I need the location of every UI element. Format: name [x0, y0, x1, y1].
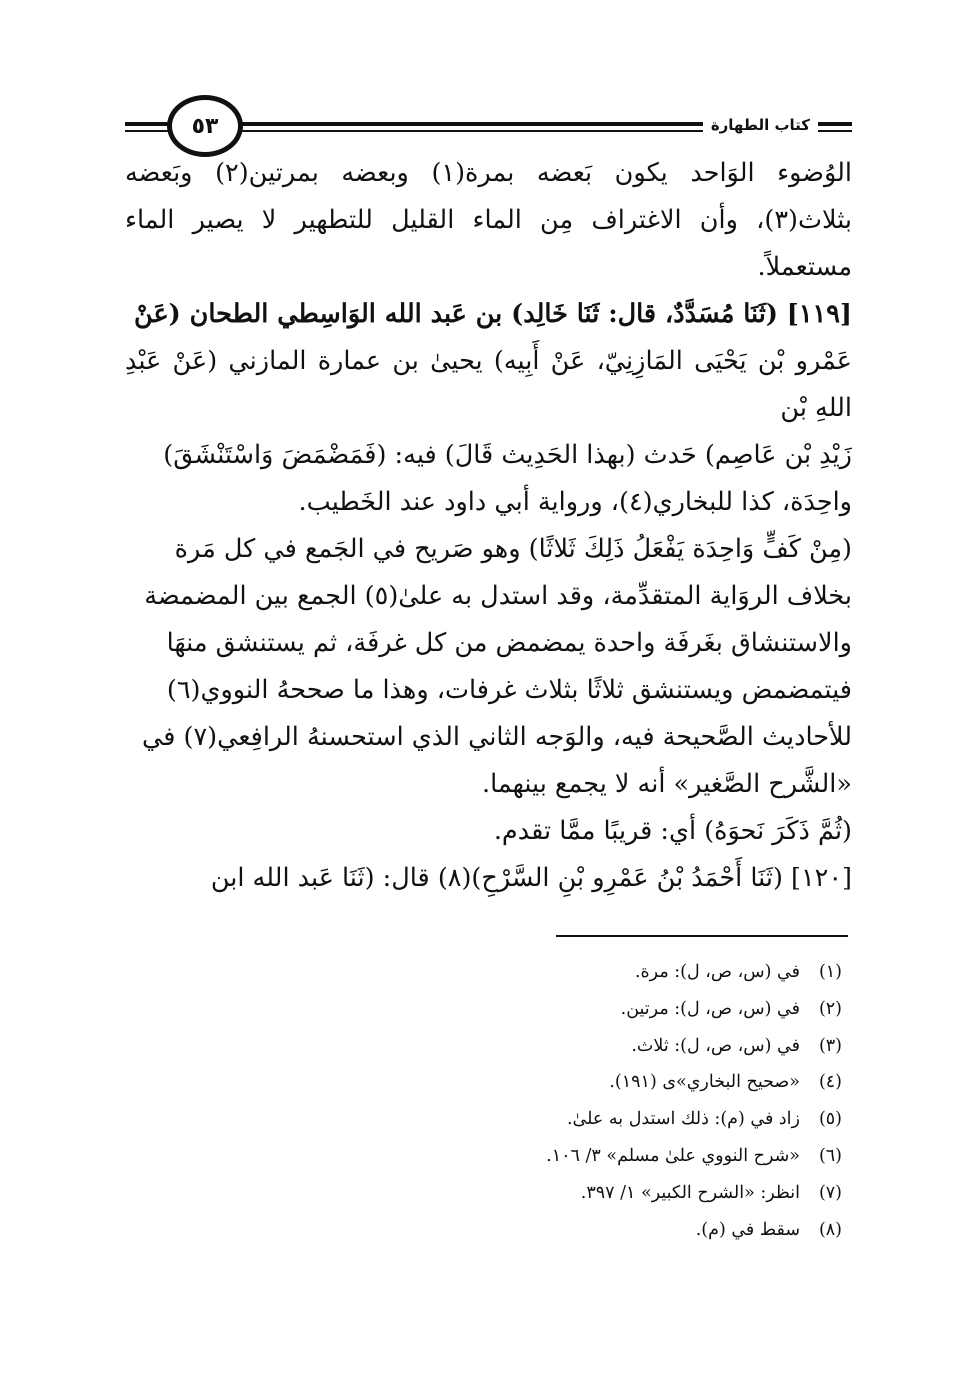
hadith-120-line: [١٢٠] (ثَنَا أَحْمَدُ بْنُ عَمْرِو بْنِ السَّرْحِ)(٨) قال: (ثَنَا عَبد الله ابن: [210, 863, 852, 893]
commentary-line: فيتمضمض ويستنشق ثلاثًا بثلاث غرفات، وهذا ما صححهُ النووي(٦): [166, 675, 852, 705]
footnote: [242, 1175, 842, 1212]
footnote: [242, 1101, 842, 1138]
footnote-number: (٧): [818, 1182, 842, 1203]
footnote-number: (٣): [818, 1035, 842, 1056]
footnotes: [242, 954, 842, 1248]
footnote-text: انظر: «الشرح الكبير» ١/ ٣٩٧.: [580, 1182, 800, 1203]
paragraph: (ثُمَّ ذَكَرَ نَحوَهُ) أي: قريبًا ممَّا تقدم.: [493, 816, 852, 846]
page-number: ٥٣: [191, 113, 219, 139]
footnote-text: سقط في (م).: [695, 1219, 800, 1240]
commentary-line: بخلاف الروَاية المتقدِّمة، وقد استدل به علىٰ(٥) الجمع بين المضمضة: [144, 581, 852, 611]
commentary-line: (مِنْ كَفٍّ وَاحِدَة يَفْعَلُ ذَلِكَ ثَلاثًا) وهو صَريح في الجَمع في كل مَرة: [174, 534, 852, 564]
commentary-line: والاستنشاق بغَرفَة واحدة يمضمض من كل غرفَة، ثم يستنشق منهَا: [166, 628, 852, 658]
footnote-number: (٥): [818, 1109, 842, 1130]
footnote-number: (٢): [818, 998, 842, 1019]
footnote-text: في (س، ص، ل): مرة.: [634, 962, 800, 982]
footnote: [242, 1138, 842, 1175]
footnote-separator: [556, 935, 848, 937]
footnote-text: في (س، ص، ل): ثلاث.: [631, 1035, 800, 1056]
footnote-text: «صحيح البخاري»ى (١٩١).: [609, 1072, 800, 1093]
book-title: كتاب الطهارة: [703, 116, 818, 134]
footnote: [242, 1212, 842, 1249]
footnote-number: (٦): [818, 1145, 842, 1166]
footnote-number: (٨): [818, 1219, 842, 1240]
footnote-text: زاد في (م): ذلك استدل به علىٰ.: [566, 1109, 800, 1130]
commentary-line: «الشَّرح الصَّغير» أنه لا يجمع بينهما.: [481, 769, 852, 799]
footnote-number: (٤): [818, 1072, 842, 1093]
footnote: [242, 1064, 842, 1101]
hadith-119-line: عَمْرو بْن يَحْيَى المَازِنِيّ، عَنْ أَبِيه) يحيىٰ بن عمارة المازني (عَنْ عَبْدِ اللهِ بْن: [125, 346, 852, 423]
hadith-119-line: [١١٩] (ثَنَا مُسَدَّدٌ، قال: ثَنَا خَالِد) بن عَبد الله الوَاسِطي الطحان (عَنْ: [134, 299, 852, 329]
footnote: [242, 991, 842, 1028]
footnote-text: «شرح النووي علىٰ مسلم» ٣/ ١٠٦.: [546, 1145, 800, 1166]
hadith-119-line: زَيْدِ بْن عَاصِم) حَدث (بهذا الحَدِيث قَالَ) فيه: (فَمَضْمَضَ وَاسْتَنْشَقَ): [163, 440, 852, 470]
footnote-text: في (س، ص، ل): مرتين.: [620, 998, 800, 1019]
hadith-119-line: واحِدَة، كذا للبخاري(٤)، ورواية أبي داود عند الخَطيب.: [298, 487, 852, 517]
footnote: [242, 1028, 842, 1065]
paragraph: الوُضوء الوَاحد يكون بَعضه بمرة(١) وبعضه بمرتين(٢) وبَعضه بثلاث(٣)، وأن الاغتراف مِن الماء القليل للتطهير لا يصير الماء مستعملاً.: [125, 158, 853, 282]
main-text: [125, 150, 852, 902]
page-number-badge: [167, 95, 243, 157]
footnote: [242, 954, 842, 991]
commentary-line: للأحاديث الصَّحيحة فيه، والوَجه الثاني الذي استحسنهُ الرافِعي(٧) في: [141, 722, 852, 752]
footnote-number: (١): [818, 962, 842, 982]
